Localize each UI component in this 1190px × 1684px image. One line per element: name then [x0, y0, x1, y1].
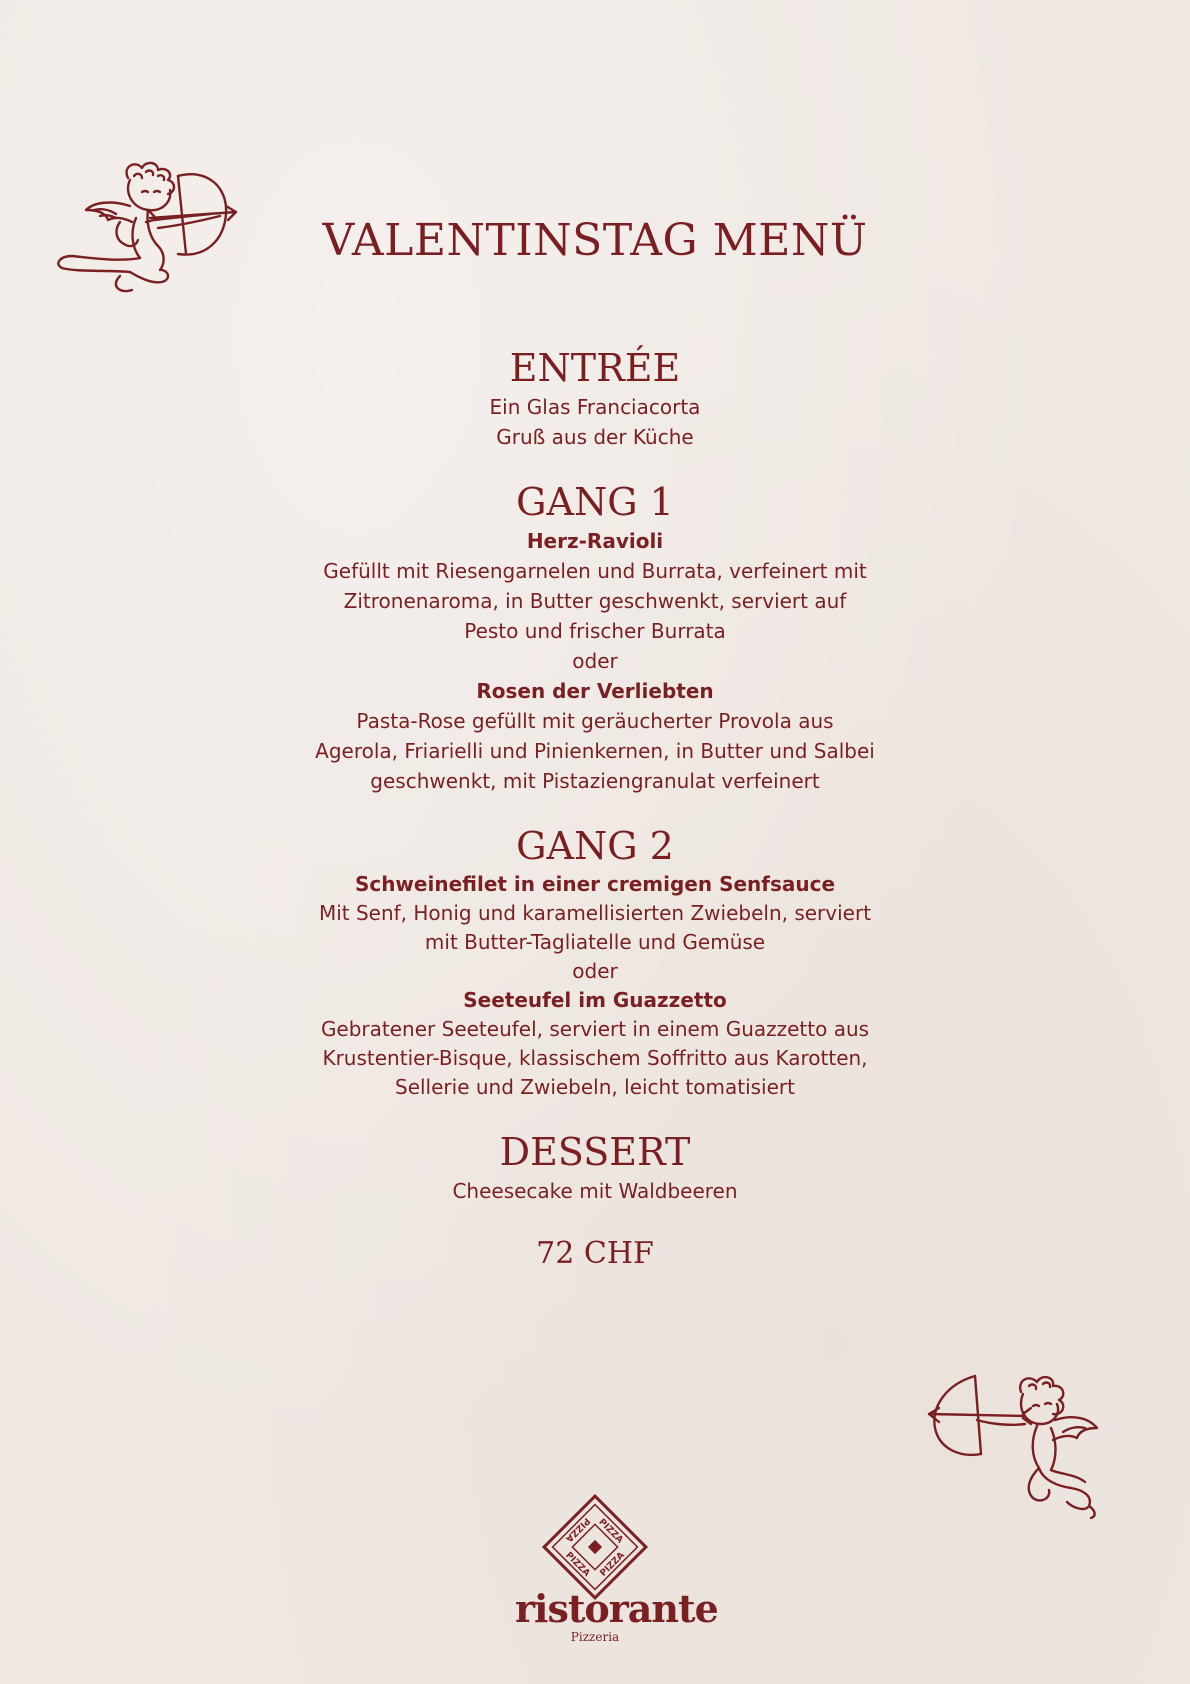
- dish-description: Sellerie und Zwiebeln, leicht tomatisiert: [395, 1075, 795, 1099]
- dish-description: Pesto und frischer Burrata: [464, 619, 726, 643]
- menu-title: VALENTINSTAG MENÜ: [322, 215, 868, 267]
- dish-description: Zitronenaroma, in Butter geschwenkt, serviert auf: [343, 589, 847, 613]
- section-heading-entree: ENTRÉE: [509, 346, 681, 390]
- dish-description: geschwenkt, mit Pistaziengranulat verfeinert: [370, 769, 820, 793]
- logo-mark-text: PIZZA: [563, 1550, 592, 1579]
- entree-line: Ein Glas Franciacorta: [489, 395, 701, 419]
- section-heading-gang2: GANG 2: [516, 824, 674, 868]
- dish-description: Krustentier-Bisque, klassischem Soffritto aus Karotten,: [322, 1046, 868, 1070]
- logo-mark-text: PIZZA: [598, 1550, 627, 1579]
- cupid-right-icon: [925, 1370, 1100, 1525]
- dessert-line: Cheesecake mit Waldbeeren: [452, 1179, 738, 1203]
- logo-mark-text: PIZZA: [596, 1517, 625, 1546]
- dish-name: Herz-Ravioli: [526, 529, 664, 553]
- dish-name: Seeteufel im Guazzetto: [463, 988, 727, 1012]
- restaurant-logo: [515, 1492, 718, 1672]
- dish-description: Agerola, Friarielli und Pinienkernen, in Butter und Salbei: [315, 739, 875, 763]
- dish-description: Pasta-Rose gefüllt mit geräucherter Provola aus: [356, 709, 834, 733]
- logo-mark-text: PIZZA: [563, 1515, 592, 1544]
- entree-line: Gruß aus der Küche: [496, 425, 694, 449]
- or-separator: oder: [572, 649, 618, 673]
- dish-name: Rosen der Verliebten: [476, 679, 714, 703]
- or-separator: oder: [572, 959, 618, 983]
- dish-description: Gefüllt mit Riesengarnelen und Burrata, verfeinert mit: [323, 559, 867, 583]
- logo-wordmark: ristorante: [515, 1586, 718, 1631]
- section-heading-dessert: DESSERT: [499, 1130, 691, 1174]
- menu-content: [0, 344, 1190, 1274]
- dish-description: mit Butter-Tagliatelle und Gemüse: [424, 930, 766, 954]
- logo-subtitle: Pizzeria: [570, 1630, 620, 1644]
- menu-price: 72 CHF: [536, 1236, 654, 1271]
- dish-description: Gebratener Seeteufel, serviert in einem Guazzetto aus: [320, 1017, 870, 1041]
- dish-name: Schweinefilet in einer cremigen Senfsauce: [354, 872, 836, 896]
- section-heading-gang1: GANG 1: [516, 480, 674, 524]
- dish-description: Mit Senf, Honig und karamellisierten Zwiebeln, serviert: [318, 901, 872, 925]
